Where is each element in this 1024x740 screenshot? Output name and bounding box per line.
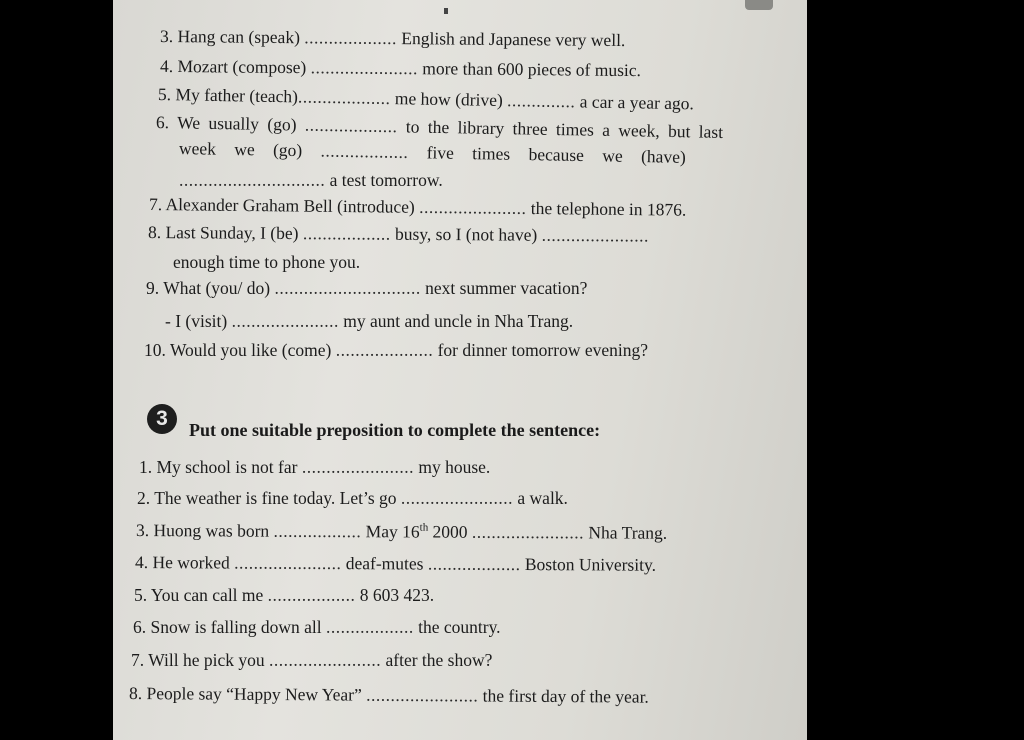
answer-blank[interactable]: ..............: [506, 90, 576, 112]
item-text: My school is not far: [156, 457, 298, 477]
exercise-item-3: [160, 26, 626, 51]
item-text: a test tomorrow.: [329, 170, 443, 190]
item-text: a car a year ago.: [579, 91, 695, 114]
preposition-item-6: [133, 617, 501, 638]
item-text: the first day of the year.: [482, 685, 649, 707]
item-text: me how (drive): [394, 88, 503, 111]
answer-blank[interactable]: ...................: [297, 86, 391, 109]
item-text: You can call me: [150, 585, 264, 605]
exercise-item-7: [149, 194, 687, 221]
answer-blank[interactable]: ..................: [267, 585, 356, 605]
item-text: Huong was born: [153, 520, 270, 541]
answer-blank[interactable]: ...................: [304, 114, 398, 137]
item-text: - I (visit): [165, 311, 228, 331]
answer-blank[interactable]: ...................: [304, 27, 398, 49]
item-text: Mozart (compose): [177, 56, 307, 78]
item-number: 5.: [157, 84, 172, 105]
answer-blank[interactable]: ......................: [541, 224, 649, 246]
answer-blank[interactable]: ....................: [335, 340, 434, 360]
item-text: My father (teach): [175, 84, 299, 107]
answer-blank[interactable]: ..................: [302, 223, 391, 244]
item-text: the country.: [418, 617, 501, 637]
answer-blank[interactable]: .......................: [301, 457, 414, 477]
item-text: my house.: [418, 457, 491, 477]
answer-blank[interactable]: .......................: [269, 650, 382, 670]
answer-blank[interactable]: ...................: [427, 553, 521, 575]
item-text: the telephone in 1876.: [530, 197, 687, 220]
answer-blank[interactable]: .......................: [366, 684, 479, 706]
item-text: Last Sunday, I (be): [165, 222, 299, 244]
exercise-item-4: [160, 56, 641, 81]
item-text: Alexander Graham Bell (introduce): [165, 194, 415, 217]
item-text: People say “Happy New Year”: [146, 683, 362, 705]
item-number: 5.: [134, 585, 148, 605]
item-text: 8 603 423.: [359, 585, 435, 605]
item-text: five times because we (have): [426, 142, 686, 167]
item-text: English and Japanese very well.: [401, 28, 626, 51]
item-number: 3.: [159, 25, 174, 47]
item-number: 7.: [131, 650, 145, 670]
answer-blank[interactable]: .......................: [471, 521, 585, 543]
item-text: Would you like (come): [169, 340, 332, 360]
item-text: Hang can (speak): [177, 26, 301, 48]
item-text: He worked: [152, 552, 230, 573]
answer-blank[interactable]: ..................: [325, 617, 414, 637]
item-number: 2.: [137, 488, 151, 508]
item-number: 8.: [147, 222, 162, 243]
item-number: 4.: [159, 55, 174, 77]
ink-speck: [444, 8, 448, 14]
section-number-badge: 3: [147, 404, 177, 434]
item-text: We usually (go): [177, 112, 297, 135]
item-text: a walk.: [517, 488, 568, 508]
item-number: 3.: [135, 520, 150, 541]
item-number: 7.: [148, 194, 163, 215]
item-text: 2000: [428, 521, 468, 542]
preposition-item-3: [136, 520, 667, 544]
item-text: What (you/ do): [163, 278, 271, 298]
item-text: more than 600 pieces of music.: [422, 58, 642, 81]
answer-blank[interactable]: ......................: [419, 196, 527, 218]
exercise-item-8: [148, 222, 649, 246]
item-number: 9.: [146, 278, 160, 298]
exercise-item-10: [144, 340, 648, 361]
exercise-item-6-line-3: [179, 170, 443, 191]
item-text: The weather is fine today. Let’s go: [154, 488, 397, 508]
item-text: week we (go): [178, 138, 303, 161]
answer-blank[interactable]: ..................: [273, 520, 362, 542]
item-text: next summer vacation?: [425, 278, 588, 298]
superscript: th: [419, 521, 429, 534]
exercise-item-9-line-2: [165, 311, 573, 332]
preposition-item-7: [131, 650, 492, 671]
item-number: 6.: [155, 112, 170, 133]
preposition-item-1: [139, 457, 490, 478]
item-text: Boston University.: [524, 554, 657, 575]
item-text: to the library three times a week, but last: [405, 116, 724, 142]
section-title: Put one suitable preposition to complete the sentence:: [189, 420, 601, 440]
preposition-item-4: [135, 552, 656, 576]
item-text: Snow is falling down all: [150, 617, 322, 637]
exercise-item-8-line-2: [173, 252, 360, 273]
answer-blank[interactable]: .......................: [400, 488, 514, 508]
preposition-item-5: [134, 585, 434, 606]
item-text: May 16: [365, 521, 420, 542]
exercise-item-6-line-2: [179, 138, 686, 168]
item-text: enough time to phone you.: [173, 252, 361, 272]
item-text: my aunt and uncle in Nha Trang.: [343, 311, 574, 331]
item-number: 8.: [128, 683, 143, 704]
answer-blank[interactable]: ......................: [234, 552, 342, 574]
exercise-item-9: [146, 278, 587, 299]
answer-blank[interactable]: ..............................: [274, 278, 421, 298]
worksheet-page: [113, 0, 807, 740]
item-text: Will he pick you: [148, 650, 265, 670]
answer-blank[interactable]: ......................: [231, 311, 339, 331]
preposition-item-2: [137, 488, 568, 509]
answer-blank[interactable]: ..................: [320, 140, 409, 163]
item-number: 10.: [144, 340, 166, 360]
item-text: after the show?: [385, 650, 493, 670]
item-text: Nha Trang.: [588, 522, 668, 543]
exercise-item-5: [158, 84, 694, 114]
item-number: 1.: [139, 457, 153, 477]
item-number: 6.: [133, 617, 147, 637]
item-text: for dinner tomorrow evening?: [437, 340, 649, 360]
item-text: deaf-mutes: [345, 553, 424, 574]
item-number: 4.: [134, 552, 149, 573]
preposition-item-8: [129, 683, 649, 708]
answer-blank[interactable]: ..............................: [179, 170, 326, 190]
item-text: busy, so I (not have): [394, 223, 538, 245]
page-corner-mark: [745, 0, 773, 10]
answer-blank[interactable]: ......................: [310, 57, 418, 79]
